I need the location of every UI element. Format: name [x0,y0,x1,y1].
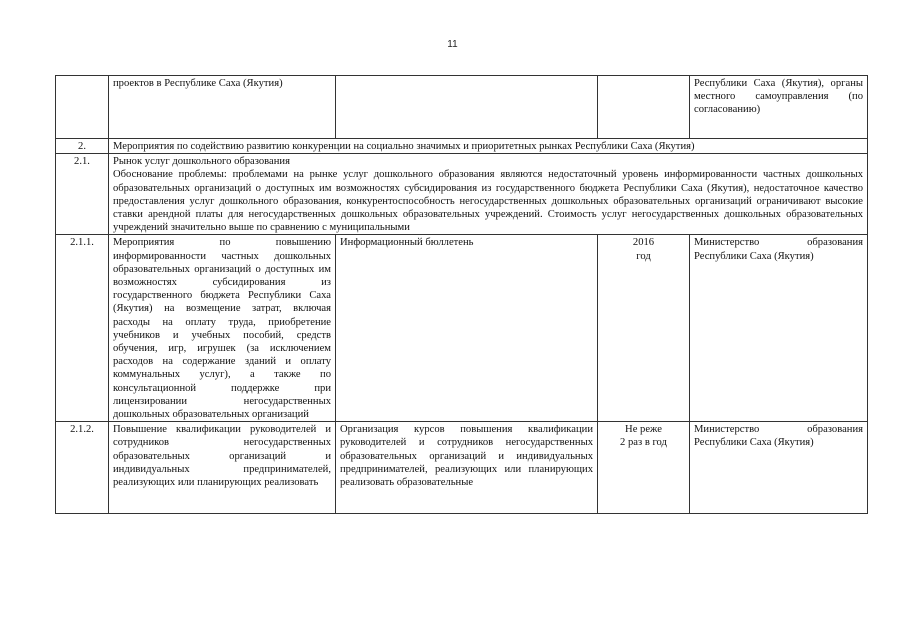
table-row-section-2 [56,139,868,154]
row-number: 2.1.2. [56,422,109,514]
section-title: Рынок услуг дошкольного образования [113,156,290,168]
term-line: 2 раз в год [620,437,667,449]
row-number: 2.1.1. [56,235,109,422]
section-number: 2. [56,139,109,154]
term-line: год [636,250,651,262]
page-number: 11 [447,39,458,50]
result-cell [336,76,598,139]
section-title: Мероприятия по содействию развитию конкуренции на социально значимых и приоритетных рынках Республики Саха (Якутия) [109,139,868,154]
measure-cell: Мероприятия по повышению информированности частных дошкольных образовательных организаций о доступных им возможностях субсидирования из государственного бюджета Республики Саха (Якутия) на возмещение затрат, включая расходы на оплату труда, приобретение учебников и учебных пособий, средств обучения, игр, игрушек (за исключением расходов на содержание зданий и оплату коммунальных услуг), а также по консультационной поддержке при лицензировании негосударственных дошкольных образовательных организаций [109,235,336,422]
term-cell [598,422,690,514]
result-cell: Информационный бюллетень [336,235,598,422]
row-number [56,76,109,139]
result-cell [336,422,598,514]
table-row-top [56,76,868,139]
executor-cell: Министерство образования Республики Саха (Якутия) [690,422,868,514]
measure-text: Повышение квалификации руководителей и сотрудников негосударственных образовательных организаций и индивидуальных предпринимателей, реализующих или планирующих реализовать [113,424,331,489]
measures-table [55,75,868,514]
executor-cell: Республики Саха (Якутия), органы местного самоуправления (по согласованию) [690,76,868,139]
measure-cell: проектов в Республике Саха (Якутия) [109,76,336,139]
executor-cell: Министерство образования Республики Саха (Якутия) [690,235,868,422]
problem-justification: Обоснование проблемы: проблемами на рынке услуг дошкольного образования являются недостаточный уровень информированности частных дошкольных образовательных организаций о доступных им возможностях субсидирования из государственного бюджета Республики Саха (Якутия), недостаточное качество предоставления услуг дошкольного образования, конкурентоспособность негосударственных дошкольных образовательных организаций ограничивают высокие ставки арендной платы для негосударственных дошкольных образовательных учреждений. Стоимость услуг негосударственных дошкольных образовательных учреждений значительно выше по сравнению с муниципальными [113,169,863,234]
table-row-2-1-1 [56,235,868,422]
term-cell [598,76,690,139]
term-line: 2016 [632,237,655,249]
section-content [109,154,868,235]
result-text: Организация курсов повышения квалификации руководителей и сотрудников негосударственных образовательных организаций и индивидуальных предпринимателей, реализующих или планирующих реализовать образовательные [340,424,593,489]
term-cell [598,235,690,422]
table-row-2-1-2 [56,422,868,514]
table-row-section-2-1 [56,154,868,235]
term-line: Не реже [625,424,662,436]
measure-cell [109,422,336,514]
section-number: 2.1. [56,154,109,235]
